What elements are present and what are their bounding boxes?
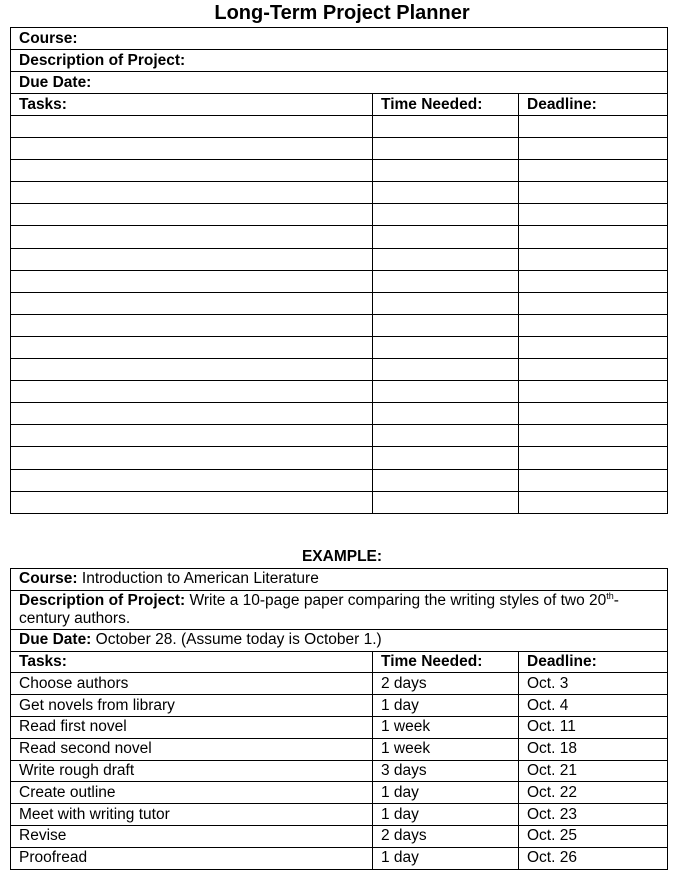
planner-task-row <box>11 116 668 138</box>
task-cell[interactable] <box>11 381 373 403</box>
task-cell[interactable] <box>11 248 373 270</box>
deadline-cell[interactable] <box>519 425 668 447</box>
example-tasks-header <box>11 651 373 673</box>
planner-task-row <box>11 491 668 513</box>
example-task-row <box>11 825 668 847</box>
planner-task-row <box>11 138 668 160</box>
time-needed-header <box>373 94 519 116</box>
planner-task-row <box>11 160 668 182</box>
example-time-cell: 1 day <box>373 782 519 804</box>
time-needed-cell[interactable] <box>373 403 519 425</box>
deadline-cell[interactable] <box>519 116 668 138</box>
time-needed-cell[interactable] <box>373 359 519 381</box>
planner-task-row <box>11 314 668 336</box>
example-task-row <box>11 782 668 804</box>
deadline-cell[interactable] <box>519 491 668 513</box>
task-cell[interactable] <box>11 204 373 226</box>
example-task-row <box>11 738 668 760</box>
example-task-cell: Read first novel <box>11 716 373 738</box>
example-task-cell: Proofread <box>11 847 373 869</box>
example-time-cell: 1 week <box>373 738 519 760</box>
example-deadline-cell: Oct. 23 <box>519 804 668 826</box>
example-time-cell: 2 days <box>373 673 519 695</box>
task-cell[interactable] <box>11 336 373 358</box>
example-time-cell: 3 days <box>373 760 519 782</box>
task-cell[interactable] <box>11 469 373 491</box>
task-cell[interactable] <box>11 116 373 138</box>
deadline-cell[interactable] <box>519 182 668 204</box>
example-task-cell: Meet with writing tutor <box>11 804 373 826</box>
planner-task-row <box>11 248 668 270</box>
task-cell[interactable] <box>11 292 373 314</box>
example-course-row <box>11 569 668 591</box>
deadline-cell[interactable] <box>519 226 668 248</box>
example-deadline-cell: Oct. 3 <box>519 673 668 695</box>
example-task-row <box>11 847 668 869</box>
due-date-label: Due Date: <box>19 73 92 91</box>
example-deadline-cell: Oct. 18 <box>519 738 668 760</box>
example-description-row <box>11 590 668 629</box>
task-cell[interactable] <box>11 182 373 204</box>
example-time-cell: 1 day <box>373 695 519 717</box>
time-needed-cell[interactable] <box>373 248 519 270</box>
example-time-header-text: Time Needed: <box>381 652 483 670</box>
header-row <box>11 94 668 116</box>
deadline-cell[interactable] <box>519 138 668 160</box>
example-task-cell: Get novels from library <box>11 695 373 717</box>
example-time-cell: 1 week <box>373 716 519 738</box>
task-cell[interactable] <box>11 425 373 447</box>
planner-task-row <box>11 381 668 403</box>
example-time-cell: 2 days <box>373 825 519 847</box>
time-needed-cell[interactable] <box>373 226 519 248</box>
planner-task-row <box>11 359 668 381</box>
description-text-post: -century authors. <box>19 591 619 627</box>
task-cell[interactable] <box>11 138 373 160</box>
description-text-pre: Write a 10-page paper comparing the writing styles of two 20 <box>189 591 607 609</box>
example-course-cell <box>11 569 668 591</box>
planner-task-row <box>11 425 668 447</box>
example-description-cell <box>11 590 668 629</box>
task-cell[interactable] <box>11 491 373 513</box>
deadline-cell[interactable] <box>519 314 668 336</box>
task-cell[interactable] <box>11 403 373 425</box>
example-due-date-cell <box>11 629 668 651</box>
example-heading: EXAMPLE: <box>301 548 383 565</box>
example-deadline-header-text: Deadline: <box>527 652 597 670</box>
deadline-cell[interactable] <box>519 359 668 381</box>
description-text-sup: th <box>606 590 614 601</box>
example-task-cell: Create outline <box>11 782 373 804</box>
time-needed-cell[interactable] <box>373 425 519 447</box>
planner-task-row <box>11 204 668 226</box>
time-needed-cell[interactable] <box>373 469 519 491</box>
time-needed-cell[interactable] <box>373 204 519 226</box>
task-cell[interactable] <box>11 447 373 469</box>
time-needed-header-text: Time Needed: <box>381 95 483 113</box>
planner-task-row <box>11 403 668 425</box>
deadline-cell[interactable] <box>519 204 668 226</box>
example-due-date-value: October 28. (Assume today is October 1.) <box>95 631 382 649</box>
planner-task-row <box>11 336 668 358</box>
time-needed-cell[interactable] <box>373 491 519 513</box>
example-task-cell: Choose authors <box>11 673 373 695</box>
tasks-header-text: Tasks: <box>19 95 67 113</box>
example-task-cell: Write rough draft <box>11 760 373 782</box>
time-needed-cell[interactable] <box>373 116 519 138</box>
planner-task-row <box>11 226 668 248</box>
deadline-header-text: Deadline: <box>527 95 597 113</box>
planner-task-row <box>11 469 668 491</box>
deadline-cell[interactable] <box>519 381 668 403</box>
example-tasks-header-text: Tasks: <box>19 652 67 670</box>
example-deadline-header <box>519 651 668 673</box>
task-cell[interactable] <box>11 270 373 292</box>
time-needed-cell[interactable] <box>373 138 519 160</box>
time-needed-cell[interactable] <box>373 314 519 336</box>
deadline-cell[interactable] <box>519 160 668 182</box>
example-course-label: Course: <box>19 570 78 588</box>
time-needed-cell[interactable] <box>373 160 519 182</box>
time-needed-cell[interactable] <box>373 381 519 403</box>
time-needed-cell[interactable] <box>373 182 519 204</box>
tasks-header <box>11 94 373 116</box>
description-label: Description of Project: <box>19 51 186 69</box>
task-cell[interactable] <box>11 359 373 381</box>
example-course-value: Introduction to American Literature <box>81 570 319 588</box>
due-date-field[interactable] <box>11 72 668 94</box>
example-deadline-cell: Oct. 11 <box>519 716 668 738</box>
deadline-cell[interactable] <box>519 447 668 469</box>
example-task-row <box>11 695 668 717</box>
example-due-date-row <box>11 629 668 651</box>
example-deadline-cell: Oct. 25 <box>519 825 668 847</box>
planner-task-row <box>11 270 668 292</box>
example-task-row <box>11 716 668 738</box>
example-task-row <box>11 760 668 782</box>
course-row <box>11 28 668 50</box>
example-table <box>10 568 668 870</box>
example-deadline-cell: Oct. 4 <box>519 695 668 717</box>
example-deadline-cell: Oct. 21 <box>519 760 668 782</box>
course-field[interactable] <box>11 28 668 50</box>
time-needed-cell[interactable] <box>373 447 519 469</box>
task-cell[interactable] <box>11 160 373 182</box>
task-cell[interactable] <box>11 226 373 248</box>
description-field[interactable] <box>11 50 668 72</box>
planner-task-row <box>11 182 668 204</box>
example-deadline-cell: Oct. 22 <box>519 782 668 804</box>
example-due-date-label: Due Date: <box>19 631 92 649</box>
deadline-cell[interactable] <box>519 469 668 491</box>
planner-table <box>10 27 668 514</box>
example-task-row <box>11 673 668 695</box>
planner-task-row <box>11 447 668 469</box>
time-needed-cell[interactable] <box>373 336 519 358</box>
deadline-cell[interactable] <box>519 248 668 270</box>
example-task-row <box>11 804 668 826</box>
deadline-cell[interactable] <box>519 270 668 292</box>
example-time-cell: 1 day <box>373 804 519 826</box>
course-label: Course: <box>19 29 78 47</box>
due-date-row <box>11 72 668 94</box>
planner-task-row <box>11 292 668 314</box>
example-deadline-cell: Oct. 26 <box>519 847 668 869</box>
example-time-header <box>373 651 519 673</box>
deadline-cell[interactable] <box>519 403 668 425</box>
deadline-cell[interactable] <box>519 292 668 314</box>
time-needed-cell[interactable] <box>373 270 519 292</box>
time-needed-cell[interactable] <box>373 292 519 314</box>
example-header-row <box>11 651 668 673</box>
deadline-header <box>519 94 668 116</box>
example-task-cell: Revise <box>11 825 373 847</box>
task-cell[interactable] <box>11 314 373 336</box>
example-description-label: Description of Project: <box>19 591 186 609</box>
page-title: Long-Term Project Planner <box>214 2 470 24</box>
example-time-cell: 1 day <box>373 847 519 869</box>
example-task-cell: Read second novel <box>11 738 373 760</box>
description-row <box>11 50 668 72</box>
deadline-cell[interactable] <box>519 336 668 358</box>
